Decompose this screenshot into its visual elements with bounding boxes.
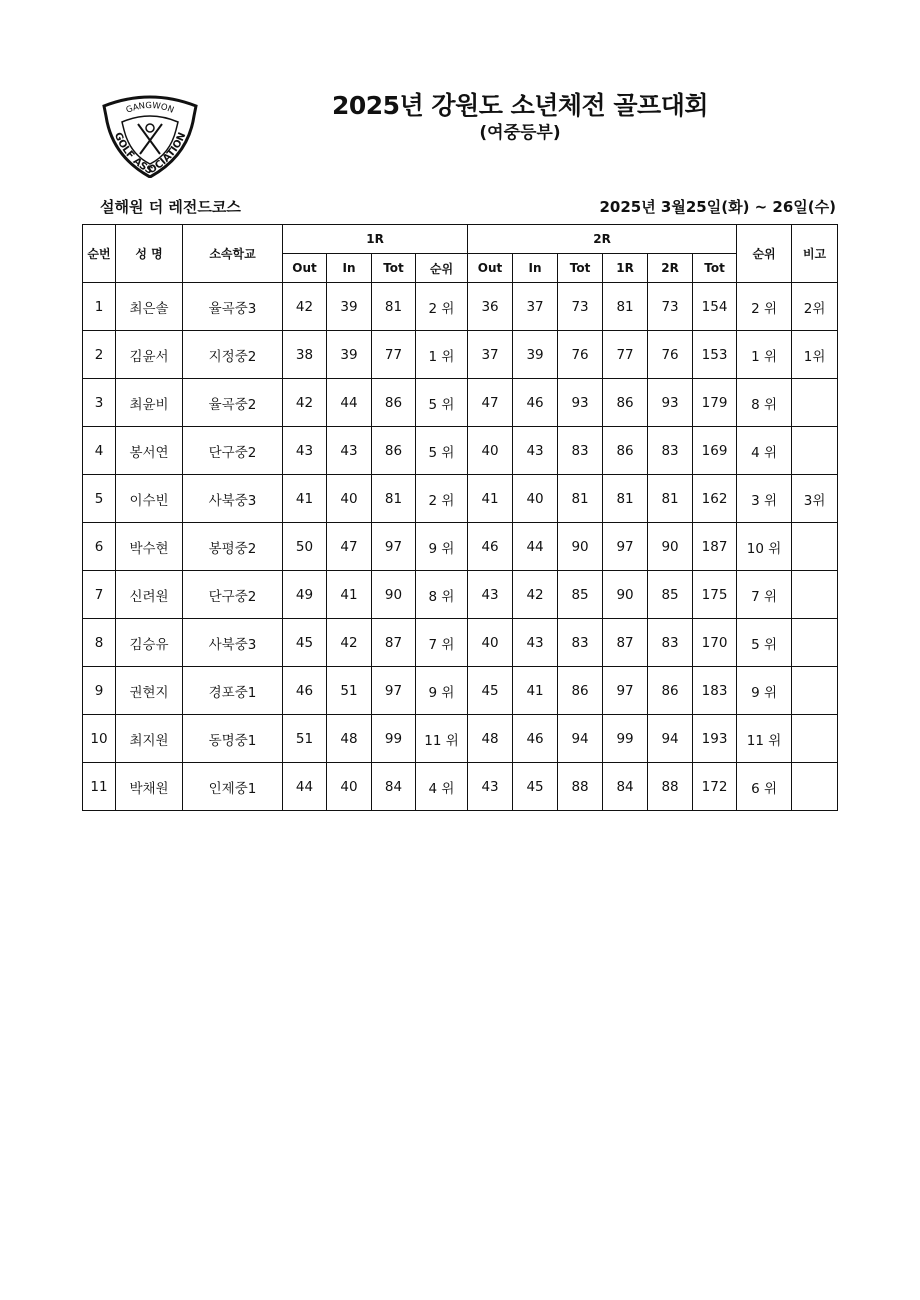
cell-r1-out: 38: [283, 331, 327, 379]
cell-r2-in: 37: [513, 283, 558, 331]
cell-r2-out: 45: [468, 667, 513, 715]
header-r2-out: Out: [468, 254, 513, 283]
cell-school: 동명중1: [183, 715, 283, 763]
cell-school: 사북중3: [183, 475, 283, 523]
cell-no: 4: [83, 427, 116, 475]
cell-r1-rank: 2 위: [416, 475, 468, 523]
cell-r1-rank: 1 위: [416, 331, 468, 379]
cell-school: 단구중2: [183, 571, 283, 619]
cell-sum-2r: 88: [648, 763, 693, 811]
cell-r2-in: 46: [513, 715, 558, 763]
cell-r2-in: 39: [513, 331, 558, 379]
cell-r1-out: 42: [283, 379, 327, 427]
header-r1-rank: 순위: [416, 254, 468, 283]
cell-r1-tot: 99: [372, 715, 416, 763]
cell-school: 봉평중2: [183, 523, 283, 571]
page-subtitle: (여중등부): [479, 123, 561, 143]
cell-total: 183: [693, 667, 737, 715]
association-emblem-icon: [100, 94, 200, 178]
cell-note: [792, 619, 838, 667]
cell-total: 170: [693, 619, 737, 667]
cell-name: 박채원: [116, 763, 183, 811]
cell-r1-tot: 81: [372, 475, 416, 523]
cell-r2-tot: 83: [558, 619, 603, 667]
table-row: [83, 379, 838, 427]
cell-school: 지정중2: [183, 331, 283, 379]
cell-r2-out: 40: [468, 619, 513, 667]
cell-note: [792, 379, 838, 427]
cell-name: 김윤서: [116, 331, 183, 379]
cell-school: 율곡중3: [183, 283, 283, 331]
cell-total: 169: [693, 427, 737, 475]
svg-text:GANGWON: GANGWON: [124, 100, 176, 116]
cell-no: 9: [83, 667, 116, 715]
cell-note: [792, 715, 838, 763]
cell-note: 2위: [792, 283, 838, 331]
cell-r2-tot: 94: [558, 715, 603, 763]
cell-name: 박수현: [116, 523, 183, 571]
cell-r1-rank: 9 위: [416, 667, 468, 715]
cell-name: 봉서연: [116, 427, 183, 475]
cell-r1-in: 47: [327, 523, 372, 571]
cell-name: 김승유: [116, 619, 183, 667]
cell-r1-in: 40: [327, 475, 372, 523]
cell-r1-in: 40: [327, 763, 372, 811]
cell-total: 153: [693, 331, 737, 379]
header-sum-2r: 2R: [648, 254, 693, 283]
header-rank-no: 순번: [83, 225, 116, 283]
table-row: [83, 475, 838, 523]
table-row: [83, 667, 838, 715]
cell-sum-1r: 99: [603, 715, 648, 763]
cell-sum-1r: 86: [603, 427, 648, 475]
venue-label: 설해원 더 레전드코스: [100, 198, 241, 216]
cell-sum-1r: 77: [603, 331, 648, 379]
cell-rank: 4 위: [737, 427, 792, 475]
cell-r1-in: 42: [327, 619, 372, 667]
cell-sum-2r: 83: [648, 619, 693, 667]
cell-r2-in: 46: [513, 379, 558, 427]
cell-note: [792, 427, 838, 475]
header-r1-in: In: [327, 254, 372, 283]
cell-r2-in: 44: [513, 523, 558, 571]
cell-sum-2r: 76: [648, 331, 693, 379]
cell-sum-1r: 86: [603, 379, 648, 427]
cell-note: [792, 523, 838, 571]
header-name: 성 명: [116, 225, 183, 283]
cell-no: 10: [83, 715, 116, 763]
cell-r2-tot: 76: [558, 331, 603, 379]
cell-rank: 1 위: [737, 331, 792, 379]
cell-r1-tot: 97: [372, 523, 416, 571]
header-round2: 2R: [468, 225, 737, 254]
cell-r2-in: 41: [513, 667, 558, 715]
cell-sum-2r: 93: [648, 379, 693, 427]
cell-r1-out: 43: [283, 427, 327, 475]
cell-r1-rank: 5 위: [416, 379, 468, 427]
cell-r1-out: 45: [283, 619, 327, 667]
date-label: 2025년 3월25일(화) ~ 26일(수): [599, 198, 836, 216]
cell-total: 179: [693, 379, 737, 427]
cell-sum-1r: 97: [603, 523, 648, 571]
cell-rank: 6 위: [737, 763, 792, 811]
cell-sum-2r: 90: [648, 523, 693, 571]
cell-note: [792, 667, 838, 715]
cell-r2-tot: 93: [558, 379, 603, 427]
cell-total: 172: [693, 763, 737, 811]
cell-r2-in: 42: [513, 571, 558, 619]
cell-r1-rank: 2 위: [416, 283, 468, 331]
cell-r1-tot: 97: [372, 667, 416, 715]
cell-name: 권현지: [116, 667, 183, 715]
cell-total: 175: [693, 571, 737, 619]
cell-no: 3: [83, 379, 116, 427]
cell-r1-tot: 77: [372, 331, 416, 379]
cell-r1-in: 39: [327, 331, 372, 379]
header-row-top: [83, 225, 838, 254]
header-r2-tot: Tot: [558, 254, 603, 283]
cell-rank: 11 위: [737, 715, 792, 763]
cell-r1-tot: 84: [372, 763, 416, 811]
cell-note: 3위: [792, 475, 838, 523]
header-r2-in: In: [513, 254, 558, 283]
table-row: [83, 331, 838, 379]
cell-rank: 2 위: [737, 283, 792, 331]
cell-sum-1r: 81: [603, 283, 648, 331]
cell-r2-in: 43: [513, 427, 558, 475]
header-rank: 순위: [737, 225, 792, 283]
cell-r2-tot: 86: [558, 667, 603, 715]
cell-r2-out: 48: [468, 715, 513, 763]
cell-note: [792, 571, 838, 619]
cell-r1-in: 39: [327, 283, 372, 331]
cell-no: 8: [83, 619, 116, 667]
cell-r2-out: 43: [468, 571, 513, 619]
table-row: [83, 715, 838, 763]
cell-r2-out: 47: [468, 379, 513, 427]
cell-r2-tot: 88: [558, 763, 603, 811]
cell-rank: 8 위: [737, 379, 792, 427]
cell-sum-2r: 94: [648, 715, 693, 763]
cell-r1-out: 51: [283, 715, 327, 763]
cell-r1-tot: 81: [372, 283, 416, 331]
cell-r2-in: 43: [513, 619, 558, 667]
cell-rank: 7 위: [737, 571, 792, 619]
header-r1-out: Out: [283, 254, 327, 283]
cell-rank: 10 위: [737, 523, 792, 571]
cell-sum-1r: 87: [603, 619, 648, 667]
page-title: 2025년 강원도 소년체전 골프대회: [332, 91, 708, 120]
cell-r1-rank: 7 위: [416, 619, 468, 667]
table-row: [83, 571, 838, 619]
cell-r1-in: 44: [327, 379, 372, 427]
cell-r2-out: 37: [468, 331, 513, 379]
cell-r1-in: 51: [327, 667, 372, 715]
cell-no: 11: [83, 763, 116, 811]
header-r1-tot: Tot: [372, 254, 416, 283]
cell-total: 162: [693, 475, 737, 523]
cell-r1-tot: 87: [372, 619, 416, 667]
cell-r2-tot: 83: [558, 427, 603, 475]
cell-rank: 9 위: [737, 667, 792, 715]
cell-r1-in: 41: [327, 571, 372, 619]
cell-no: 1: [83, 283, 116, 331]
cell-r1-rank: 11 위: [416, 715, 468, 763]
header-school: 소속학교: [183, 225, 283, 283]
cell-r2-in: 45: [513, 763, 558, 811]
gangwon-golf-association-logo: [100, 94, 200, 178]
cell-r1-tot: 86: [372, 379, 416, 427]
cell-sum-2r: 83: [648, 427, 693, 475]
cell-name: 최은솔: [116, 283, 183, 331]
header-round1: 1R: [283, 225, 468, 254]
cell-r1-out: 41: [283, 475, 327, 523]
cell-name: 최윤비: [116, 379, 183, 427]
cell-r1-rank: 8 위: [416, 571, 468, 619]
results-table: [82, 224, 838, 811]
cell-note: 1위: [792, 331, 838, 379]
cell-no: 6: [83, 523, 116, 571]
cell-r2-tot: 90: [558, 523, 603, 571]
cell-r2-in: 40: [513, 475, 558, 523]
cell-sum-1r: 84: [603, 763, 648, 811]
cell-r2-out: 46: [468, 523, 513, 571]
cell-total: 193: [693, 715, 737, 763]
cell-sum-1r: 97: [603, 667, 648, 715]
svg-text:GOLF ASSOCIATION: GOLF ASSOCIATION: [111, 130, 189, 177]
cell-no: 5: [83, 475, 116, 523]
cell-name: 신려원: [116, 571, 183, 619]
cell-sum-1r: 81: [603, 475, 648, 523]
cell-r1-rank: 5 위: [416, 427, 468, 475]
cell-r1-rank: 9 위: [416, 523, 468, 571]
cell-school: 사북중3: [183, 619, 283, 667]
cell-school: 경포중1: [183, 667, 283, 715]
cell-total: 187: [693, 523, 737, 571]
cell-total: 154: [693, 283, 737, 331]
cell-r1-tot: 86: [372, 427, 416, 475]
cell-r1-rank: 4 위: [416, 763, 468, 811]
cell-r1-out: 46: [283, 667, 327, 715]
table-row: [83, 523, 838, 571]
cell-no: 7: [83, 571, 116, 619]
cell-sum-2r: 85: [648, 571, 693, 619]
cell-sum-2r: 73: [648, 283, 693, 331]
cell-r1-tot: 90: [372, 571, 416, 619]
cell-name: 최지원: [116, 715, 183, 763]
cell-sum-2r: 86: [648, 667, 693, 715]
cell-sum-1r: 90: [603, 571, 648, 619]
cell-rank: 3 위: [737, 475, 792, 523]
cell-r2-out: 40: [468, 427, 513, 475]
cell-r1-out: 50: [283, 523, 327, 571]
cell-school: 단구중2: [183, 427, 283, 475]
cell-r2-tot: 81: [558, 475, 603, 523]
cell-school: 율곡중2: [183, 379, 283, 427]
cell-r1-out: 42: [283, 283, 327, 331]
cell-r1-in: 43: [327, 427, 372, 475]
table-row: [83, 427, 838, 475]
cell-r2-out: 41: [468, 475, 513, 523]
cell-no: 2: [83, 331, 116, 379]
header-sum-1r: 1R: [603, 254, 648, 283]
table-row: [83, 619, 838, 667]
cell-r2-tot: 73: [558, 283, 603, 331]
cell-rank: 5 위: [737, 619, 792, 667]
cell-r1-in: 48: [327, 715, 372, 763]
cell-name: 이수빈: [116, 475, 183, 523]
cell-r2-out: 43: [468, 763, 513, 811]
cell-r2-out: 36: [468, 283, 513, 331]
cell-r1-out: 44: [283, 763, 327, 811]
cell-sum-2r: 81: [648, 475, 693, 523]
cell-school: 인제중1: [183, 763, 283, 811]
cell-r2-tot: 85: [558, 571, 603, 619]
cell-r1-out: 49: [283, 571, 327, 619]
table-row: [83, 283, 838, 331]
header-total: Tot: [693, 254, 737, 283]
table-row: [83, 763, 838, 811]
cell-note: [792, 763, 838, 811]
header-note: 비고: [792, 225, 838, 283]
